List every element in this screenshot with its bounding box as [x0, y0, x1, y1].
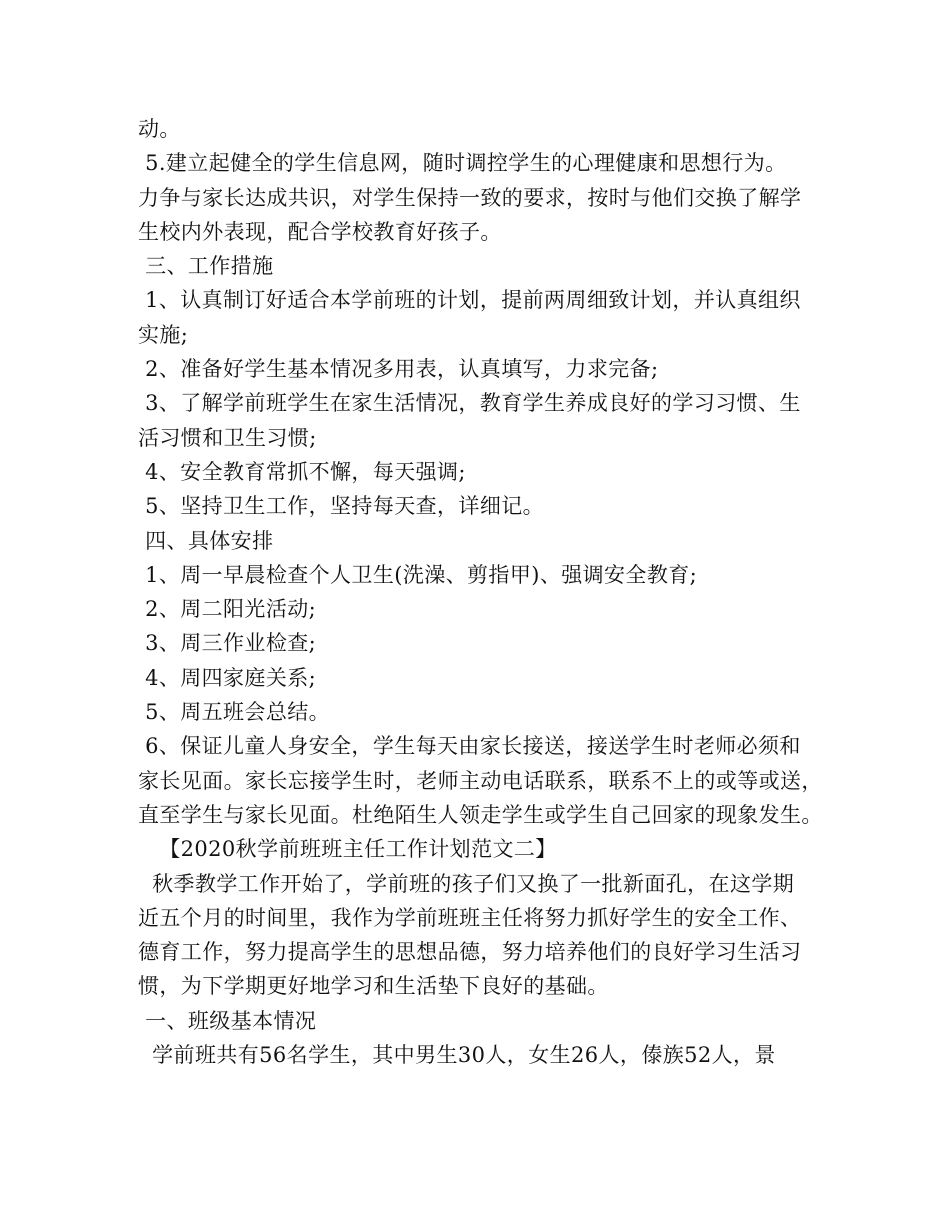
text-line: 德育工作，努力提高学生的思想品德，努力培养他们的良好学习生活习 [138, 940, 802, 965]
article-title: 【2020秋学前班班主任工作计划范文二】 [138, 837, 557, 862]
text-line: 直至学生与家长见面。杜绝陌生人领走学生或学生自己回家的现象发生。 [138, 802, 823, 827]
text-line: 动。 [138, 117, 181, 141]
text-line: 家长见面。家长忘接学生时，老师主动电话联系，联系不上的或等或送， [138, 768, 823, 793]
text-line: 6、保证儿童人身安全，学生每天由家长接送，接送学生时老师必须和 [138, 734, 801, 759]
text-line: 1、认真制订好适合本学前班的计划，提前两周细致计划，并认真组织 [138, 288, 801, 313]
document-body [138, 112, 828, 1072]
text-line: 学前班共有56名学生，其中男生30人，女生26人，傣族52人，景 [138, 1043, 776, 1068]
text-line: 4、安全教育常抓不懈，每天强调; [138, 459, 466, 484]
text-line: 惯，为下学期更好地学习和生活垫下良好的基础。 [138, 974, 609, 999]
section-heading: 四、具体安排 [138, 528, 274, 553]
section-heading: 一、班级基本情况 [138, 1008, 317, 1033]
text-line: 秋季教学工作开始了，学前班的孩子们又换了一批新面孔，在这学期 [138, 871, 795, 896]
text-line: 实施; [138, 322, 189, 347]
text-line: 4、周四家庭关系; [138, 665, 317, 690]
text-line: 5、坚持卫生工作，坚持每天查，详细记。 [138, 494, 545, 519]
text-line: 1、周一早晨检查个人卫生(洗澡、剪指甲)、强调安全教育; [138, 562, 698, 587]
text-line: 3、了解学前班学生在家生活情况，教育学生养成良好的学习习惯、生 [138, 391, 801, 416]
text-line: 3、周三作业检查; [138, 631, 317, 656]
text-line: 生校内外表现，配合学校教育好孩子。 [138, 219, 502, 244]
text-line: 近五个月的时间里，我作为学前班班主任将努力抓好学生的安全工作、 [138, 905, 802, 930]
text-line: 5、周五班会总结。 [138, 700, 331, 725]
text-line: 活习惯和卫生习惯; [138, 425, 317, 450]
text-line: 5.建立起健全的学生信息网，随时调控学生的心理健康和思想行为。 [138, 151, 787, 176]
text-line: 2、准备好学生基本情况多用表，认真填写，力求完备; [138, 357, 659, 382]
text-line: 力争与家长达成共识，对学生保持一致的要求，按时与他们交换了解学 [138, 185, 802, 210]
text-line: 2、周二阳光活动; [138, 597, 317, 622]
section-heading: 三、工作措施 [138, 254, 274, 279]
